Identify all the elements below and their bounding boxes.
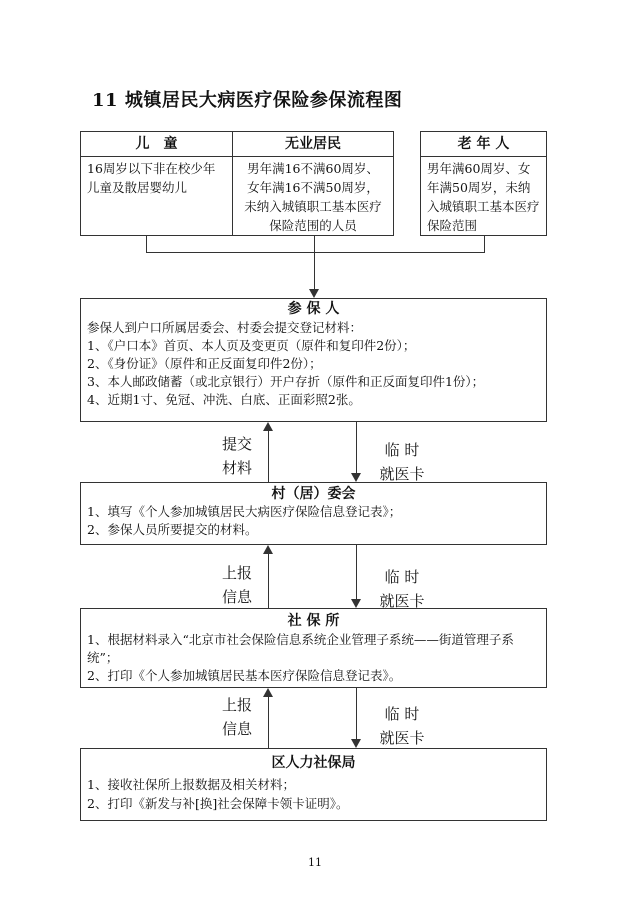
category-head-unemployed: 无业居民 <box>233 132 393 157</box>
step-body-district-hr-bureau <box>81 773 546 815</box>
step-line: 2、打印《新发与补[换]社会保障卡领卡证明》。 <box>87 796 349 811</box>
label-line: 就医卡 <box>379 465 425 483</box>
label-line: 临 时 <box>384 705 420 723</box>
step-box-district-hr-bureau <box>80 748 547 821</box>
page-number: 11 <box>308 856 322 869</box>
category-body-unemployed: 男年满16不满60周岁、女年满16不满50周岁，未纳入城镇职工基本医疗保险范围的人员 <box>244 161 382 233</box>
step-box-insured <box>80 298 547 422</box>
arrow-up-icon <box>263 422 273 431</box>
label-line: 临 时 <box>384 568 420 586</box>
label-line: 上报 <box>221 564 252 582</box>
connector-line <box>146 236 147 252</box>
page-title: 11 城镇居民大病医疗保险参保流程图 <box>92 90 403 111</box>
label-report-info <box>210 561 264 609</box>
label-line: 信息 <box>221 720 252 738</box>
connector-line <box>268 553 269 608</box>
step-line: 参保人到户口所属居委会、村委会提交登记材料： <box>87 320 363 335</box>
step-line: 3、本人邮政储蓄（或北京银行）开户存折（原件和正反面复印件1份）； <box>87 374 485 389</box>
connector-line <box>356 545 357 600</box>
step-body-committee <box>81 503 546 539</box>
step-box-committee <box>80 482 547 545</box>
category-head-elderly: 老 年 人 <box>421 132 546 157</box>
arrow-up-icon <box>263 688 273 697</box>
arrow-down-icon <box>309 289 319 298</box>
step-head-insured: 参 保 人 <box>287 301 340 317</box>
step-body-insured <box>81 319 546 409</box>
label-line: 临 时 <box>384 441 420 459</box>
connector-line <box>314 236 315 291</box>
arrow-down-icon <box>351 599 361 608</box>
category-body-children: 16周岁以下非在校少年儿童及散居婴幼儿 <box>87 161 216 195</box>
step-line: 1、接收社保所上报数据及相关材料； <box>87 777 295 792</box>
step-line: 4、近期1寸、免冠、冲洗、白底、正面彩照2张。 <box>87 392 361 407</box>
step-line: 2、打印《个人参加城镇居民基本医疗保险信息登记表》。 <box>87 668 402 683</box>
category-box-children <box>80 131 233 236</box>
category-box-unemployed <box>233 131 394 236</box>
label-line: 就医卡 <box>379 592 425 610</box>
label-report-info <box>210 693 264 741</box>
label-temp-medical-card <box>372 438 432 486</box>
category-head-children: 儿 童 <box>81 132 232 157</box>
step-line: 1、填写《个人参加城镇居民大病医疗保险信息登记表》； <box>87 504 402 519</box>
step-head-social-security-office: 社 保 所 <box>287 613 340 629</box>
connector-line <box>146 252 485 253</box>
step-head-committee: 村（居）委会 <box>271 486 356 502</box>
label-submit-materials <box>210 432 264 480</box>
connector-line <box>356 422 357 474</box>
step-box-social-security-office <box>80 608 547 688</box>
arrow-up-icon <box>263 545 273 554</box>
label-temp-medical-card <box>372 702 432 750</box>
arrow-down-icon <box>351 739 361 748</box>
label-line: 信息 <box>221 588 252 606</box>
category-body-elderly: 男年满60周岁、女年满50周岁，未纳入城镇职工基本医疗保险范围 <box>427 161 540 233</box>
category-box-elderly <box>420 131 547 236</box>
connector-line <box>356 688 357 740</box>
step-head-district-hr-bureau: 区人力社保局 <box>271 755 356 771</box>
step-line: 2、《身份证》（原件和正反面复印件2份）； <box>87 356 322 371</box>
connector-line <box>484 236 485 252</box>
label-line: 就医卡 <box>379 729 425 747</box>
step-line: 1、根据材料录入“北京市社会保险信息系统企业管理子系统——街道管理子系统”； <box>87 632 514 665</box>
step-line: 1、《户口本》首页、本人页及变更页（原件和复印件2份）； <box>87 338 416 353</box>
connector-line <box>268 430 269 482</box>
label-line: 提交 <box>221 435 252 453</box>
step-body-social-security-office <box>81 631 546 685</box>
arrow-down-icon <box>351 473 361 482</box>
connector-line <box>268 696 269 748</box>
label-line: 上报 <box>221 696 252 714</box>
label-line: 材料 <box>221 459 252 477</box>
label-temp-medical-card <box>372 565 432 613</box>
step-line: 2、参保人员所要提交的材料。 <box>87 522 258 537</box>
